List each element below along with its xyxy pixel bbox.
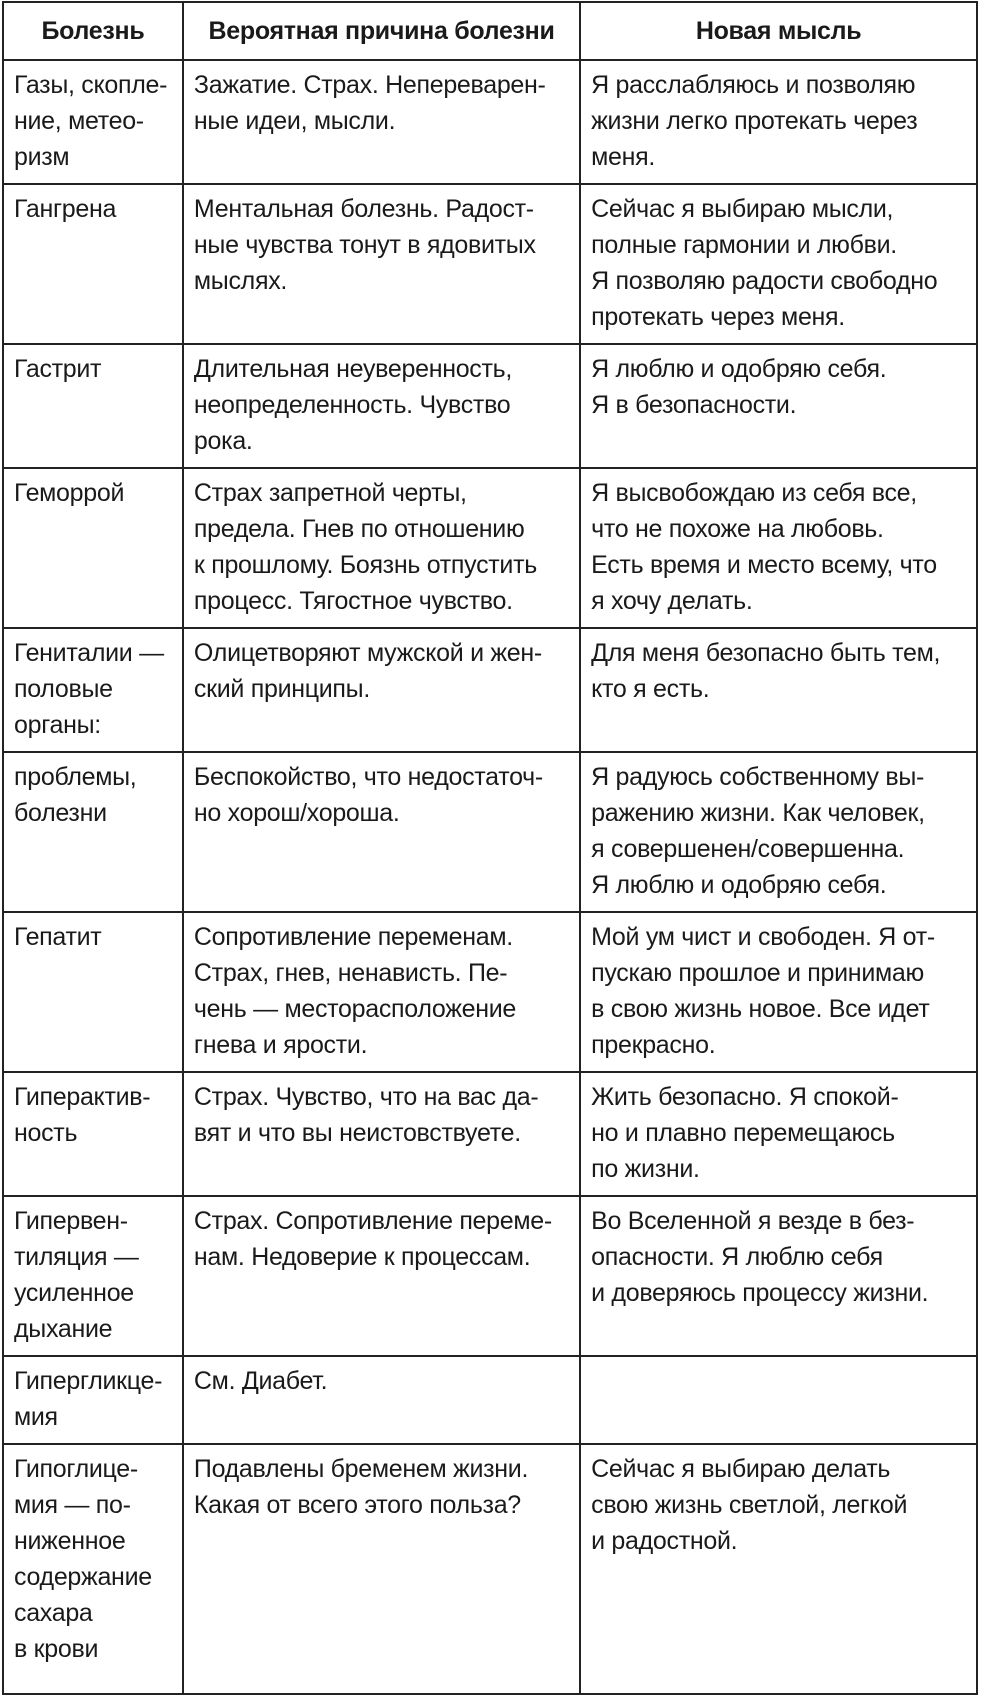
new-thought-cell: Для меня безопасно быть тем, кто я есть.: [580, 628, 977, 752]
table-row: [3, 468, 977, 628]
new-thought-cell: Сейчас я выбираю делать свою жизнь светлой, легкой и радостной.: [580, 1444, 977, 1694]
disease-cell: Гипергликце- мия: [3, 1356, 183, 1444]
new-thought-cell: Я люблю и одобряю себя. Я в безопасности.: [580, 344, 977, 468]
table-row: [3, 1444, 977, 1694]
header-row: [3, 2, 977, 60]
cause-cell: Страх запретной черты, предела. Гнев по отношению к прошлому. Боязнь отпустить процесс. Тягостное чувство.: [183, 468, 580, 628]
header-cause: Вероятная причина болезни: [183, 2, 580, 60]
header-new-thought: Новая мысль: [580, 2, 977, 60]
table-row: [3, 752, 977, 912]
table-row: [3, 1196, 977, 1356]
new-thought-cell: [580, 1356, 977, 1444]
new-thought-cell: Сейчас я выбираю мысли, полные гармонии и любви. Я позволяю радости свободно протекать через меня.: [580, 184, 977, 344]
cause-cell: См. Диабет.: [183, 1356, 580, 1444]
table-row: [3, 60, 977, 184]
cause-cell: Подавлены бременем жизни. Какая от всего этого польза?: [183, 1444, 580, 1694]
cause-cell: Длительная неуверенность, неопределенность. Чувство рока.: [183, 344, 580, 468]
table-row: [3, 1356, 977, 1444]
disease-cell: Гастрит: [3, 344, 183, 468]
new-thought-cell: Мой ум чист и свободен. Я от- пускаю прошлое и принимаю в свою жизнь новое. Все идет прекрасно.: [580, 912, 977, 1072]
new-thought-cell: Жить безопасно. Я спокой- но и плавно перемещаюсь по жизни.: [580, 1072, 977, 1196]
cause-cell: Страх. Чувство, что на вас да- вят и что вы неистовствуете.: [183, 1072, 580, 1196]
table-row: [3, 1072, 977, 1196]
disease-cell: Гангрена: [3, 184, 183, 344]
disease-cell: проблемы, болезни: [3, 752, 183, 912]
disease-cell: Гепатит: [3, 912, 183, 1072]
cause-cell: Беспокойство, что недостаточ- но хорош/хороша.: [183, 752, 580, 912]
table-row: [3, 628, 977, 752]
cause-cell: Страх. Сопротивление переме- нам. Недоверие к процессам.: [183, 1196, 580, 1356]
diseases-table: [2, 1, 978, 1695]
disease-cell: Гипервен- тиляция — усиленное дыхание: [3, 1196, 183, 1356]
table-row: [3, 184, 977, 344]
table-row: [3, 344, 977, 468]
cause-cell: Зажатие. Страх. Непереварен- ные идеи, мысли.: [183, 60, 580, 184]
disease-cell: Газы, скопле- ние, метео- ризм: [3, 60, 183, 184]
cause-cell: Ментальная болезнь. Радост- ные чувства тонут в ядовитых мыслях.: [183, 184, 580, 344]
disease-cell: Гениталии — половые органы:: [3, 628, 183, 752]
new-thought-cell: Я расслабляюсь и позволяю жизни легко протекать через меня.: [580, 60, 977, 184]
cause-cell: Сопротивление переменам. Страх, гнев, ненависть. Пе- чень — месторасположение гнева и ярости.: [183, 912, 580, 1072]
new-thought-cell: Я радуюсь собственному вы- ражению жизни. Как человек, я совершенен/совершенна. Я люблю и одобряю себя.: [580, 752, 977, 912]
disease-cell: Гипоглице- мия — по- ниженное содержание сахара в крови: [3, 1444, 183, 1694]
disease-cell: Гиперактив- ность: [3, 1072, 183, 1196]
table-row: [3, 912, 977, 1072]
new-thought-cell: Во Вселенной я везде в без- опасности. Я люблю себя и доверяюсь процессу жизни.: [580, 1196, 977, 1356]
new-thought-cell: Я высвобождаю из себя все, что не похоже на любовь. Есть время и место всему, что я хочу делать.: [580, 468, 977, 628]
disease-cell: Геморрой: [3, 468, 183, 628]
cause-cell: Олицетворяют мужской и жен- ский принципы.: [183, 628, 580, 752]
header-disease: Болезнь: [3, 2, 183, 60]
